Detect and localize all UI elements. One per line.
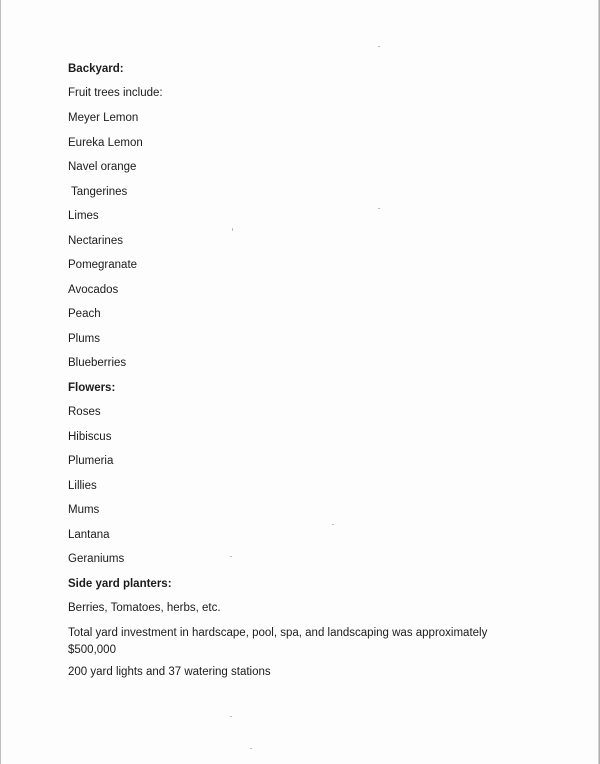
list-item: Peach [68,308,101,320]
scan-speck [250,748,252,749]
list-item: Lantana [68,528,110,541]
list-item: Blueberries [68,357,127,369]
list-item: Pomegranate [68,259,138,271]
list-item: Nectarines [68,234,123,247]
list-item: Mums [68,504,100,516]
list-item: Geraniums [68,553,125,565]
list-item: Limes [68,210,99,222]
scan-speck [378,46,380,47]
list-item: Avocados [68,283,119,296]
yard-lights-text: 200 yard lights and 37 watering stations [68,666,271,678]
list-item: Plums [68,332,100,345]
side-yard-planters-text: Berries, Tomatoes, herbs, etc. [68,602,221,614]
list-item: Hibiscus [68,430,112,443]
yard-investment-text: Total yard investment in hardscape, pool, spa, and landscaping was approximately $500,000 [68,627,488,656]
list-item: Tangerines [68,185,128,198]
page-left-edge [0,0,1,764]
list-item: Navel orange [68,161,137,173]
list-item: Meyer Lemon [68,112,139,124]
fruit-trees-intro: Fruit trees include: [68,87,163,99]
list-item: Lillies [68,479,97,492]
heading-side-yard-planters: Side yard planters: [68,577,172,590]
list-item: Roses [68,406,101,418]
heading-backyard: Backyard: [68,63,124,75]
heading-flowers: Flowers: [68,381,116,394]
fruit-tree-list [68,111,548,370]
flower-list [68,405,548,566]
list-item: Plumeria [68,455,114,467]
list-item: Eureka Lemon [68,136,143,149]
scan-speck [230,716,232,717]
document-body [68,62,548,679]
